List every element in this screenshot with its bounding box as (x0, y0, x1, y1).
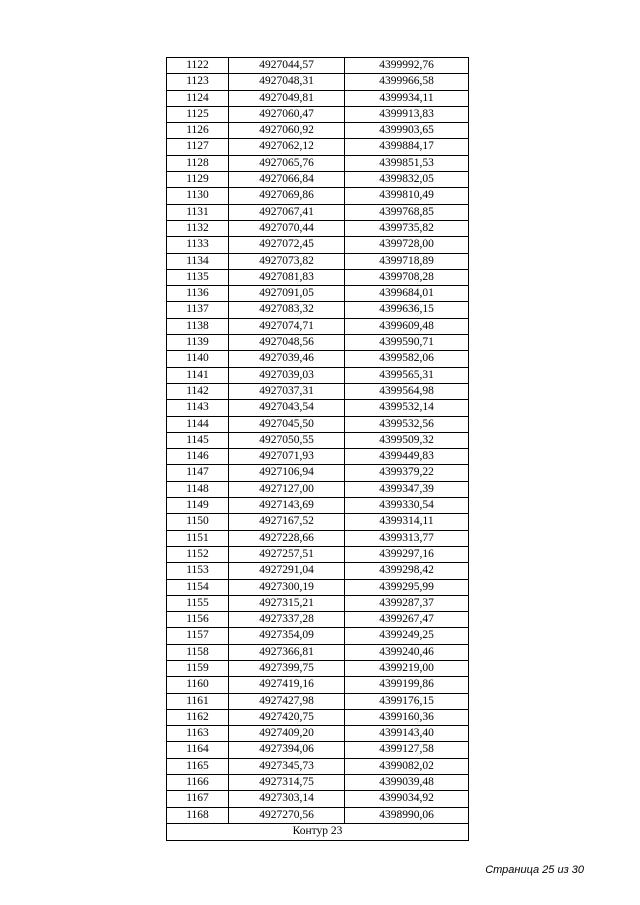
y-coordinate-cell: 4399034,92 (345, 791, 469, 807)
point-number-cell: 1133 (167, 237, 229, 253)
y-coordinate-cell: 4399718,89 (345, 253, 469, 269)
point-number-cell: 1141 (167, 367, 229, 383)
point-number-cell: 1144 (167, 416, 229, 432)
point-number-cell: 1122 (167, 58, 229, 74)
y-coordinate-cell: 4399199,86 (345, 677, 469, 693)
point-number-cell: 1142 (167, 383, 229, 399)
x-coordinate-cell: 4927354,09 (229, 628, 345, 644)
table-row (167, 204, 469, 220)
x-coordinate-cell: 4927315,21 (229, 595, 345, 611)
y-coordinate-cell: 4399127,58 (345, 742, 469, 758)
point-number-cell: 1139 (167, 335, 229, 351)
x-coordinate-cell: 4927062,12 (229, 139, 345, 155)
table-row (167, 742, 469, 758)
table-row (167, 155, 469, 171)
x-coordinate-cell: 4927366,81 (229, 644, 345, 660)
x-coordinate-cell: 4927314,75 (229, 775, 345, 791)
point-number-cell: 1166 (167, 775, 229, 791)
y-coordinate-cell: 4399295,99 (345, 579, 469, 595)
table-row (167, 481, 469, 497)
table-row (167, 400, 469, 416)
table-row (167, 139, 469, 155)
y-coordinate-cell: 4399708,28 (345, 269, 469, 285)
x-coordinate-cell: 4927069,86 (229, 188, 345, 204)
x-coordinate-cell: 4927049,81 (229, 90, 345, 106)
x-coordinate-cell: 4927337,28 (229, 612, 345, 628)
point-number-cell: 1128 (167, 155, 229, 171)
point-number-cell: 1135 (167, 269, 229, 285)
table-row (167, 449, 469, 465)
table-row (167, 302, 469, 318)
y-coordinate-cell: 4399297,16 (345, 546, 469, 562)
y-coordinate-cell: 4399379,22 (345, 465, 469, 481)
point-number-cell: 1140 (167, 351, 229, 367)
y-coordinate-cell: 4399966,58 (345, 74, 469, 90)
point-number-cell: 1153 (167, 563, 229, 579)
x-coordinate-cell: 4927091,05 (229, 286, 345, 302)
point-number-cell: 1155 (167, 595, 229, 611)
point-number-cell: 1149 (167, 498, 229, 514)
x-coordinate-cell: 4927409,20 (229, 726, 345, 742)
page-number: Страница 25 из 30 (485, 864, 584, 876)
table-row (167, 709, 469, 725)
point-number-cell: 1134 (167, 253, 229, 269)
table-row (167, 775, 469, 791)
x-coordinate-cell: 4927303,14 (229, 791, 345, 807)
y-coordinate-cell: 4399267,47 (345, 612, 469, 628)
y-coordinate-cell: 4399728,00 (345, 237, 469, 253)
table-row (167, 530, 469, 546)
point-number-cell: 1150 (167, 514, 229, 530)
x-coordinate-cell: 4927270,56 (229, 807, 345, 823)
table-row (167, 693, 469, 709)
x-coordinate-cell: 4927143,69 (229, 498, 345, 514)
table-row (167, 726, 469, 742)
x-coordinate-cell: 4927420,75 (229, 709, 345, 725)
table-row (167, 286, 469, 302)
x-coordinate-cell: 4927081,83 (229, 269, 345, 285)
point-number-cell: 1163 (167, 726, 229, 742)
section-label: Контур 23 (167, 823, 469, 840)
table-row (167, 579, 469, 595)
point-number-cell: 1127 (167, 139, 229, 155)
point-number-cell: 1143 (167, 400, 229, 416)
table-row (167, 432, 469, 448)
table-row (167, 677, 469, 693)
table-row (167, 335, 469, 351)
point-number-cell: 1156 (167, 612, 229, 628)
x-coordinate-cell: 4927067,41 (229, 204, 345, 220)
point-number-cell: 1167 (167, 791, 229, 807)
y-coordinate-cell: 4399287,37 (345, 595, 469, 611)
y-coordinate-cell: 4399735,82 (345, 220, 469, 236)
x-coordinate-cell: 4927039,46 (229, 351, 345, 367)
x-coordinate-cell: 4927065,76 (229, 155, 345, 171)
y-coordinate-cell: 4399810,49 (345, 188, 469, 204)
y-coordinate-cell: 4399532,56 (345, 416, 469, 432)
table-row (167, 563, 469, 579)
point-number-cell: 1168 (167, 807, 229, 823)
x-coordinate-cell: 4927345,73 (229, 758, 345, 774)
table-row (167, 791, 469, 807)
x-coordinate-cell: 4927070,44 (229, 220, 345, 236)
point-number-cell: 1159 (167, 660, 229, 676)
x-coordinate-cell: 4927044,57 (229, 58, 345, 74)
y-coordinate-cell: 4399913,83 (345, 106, 469, 122)
y-coordinate-cell: 4399449,83 (345, 449, 469, 465)
point-number-cell: 1125 (167, 106, 229, 122)
y-coordinate-cell: 4399160,36 (345, 709, 469, 725)
point-number-cell: 1123 (167, 74, 229, 90)
y-coordinate-cell: 4398990,06 (345, 807, 469, 823)
x-coordinate-cell: 4927071,93 (229, 449, 345, 465)
table-row (167, 644, 469, 660)
table-row (167, 351, 469, 367)
point-number-cell: 1162 (167, 709, 229, 725)
point-number-cell: 1165 (167, 758, 229, 774)
y-coordinate-cell: 4399903,65 (345, 123, 469, 139)
x-coordinate-cell: 4927427,98 (229, 693, 345, 709)
table-row (167, 416, 469, 432)
table-row (167, 123, 469, 139)
y-coordinate-cell: 4399609,48 (345, 318, 469, 334)
table-row (167, 758, 469, 774)
x-coordinate-cell: 4927045,50 (229, 416, 345, 432)
x-coordinate-cell: 4927039,03 (229, 367, 345, 383)
point-number-cell: 1126 (167, 123, 229, 139)
x-coordinate-cell: 4927060,47 (229, 106, 345, 122)
x-coordinate-cell: 4927048,31 (229, 74, 345, 90)
point-number-cell: 1138 (167, 318, 229, 334)
y-coordinate-cell: 4399832,05 (345, 172, 469, 188)
y-coordinate-cell: 4399347,39 (345, 481, 469, 497)
table-row (167, 498, 469, 514)
y-coordinate-cell: 4399532,14 (345, 400, 469, 416)
y-coordinate-cell: 4399509,32 (345, 432, 469, 448)
table-row (167, 172, 469, 188)
table-row (167, 465, 469, 481)
x-coordinate-cell: 4927073,82 (229, 253, 345, 269)
table-row (167, 318, 469, 334)
x-coordinate-cell: 4927074,71 (229, 318, 345, 334)
point-number-cell: 1130 (167, 188, 229, 204)
x-coordinate-cell: 4927419,16 (229, 677, 345, 693)
x-coordinate-cell: 4927257,51 (229, 546, 345, 562)
y-coordinate-cell: 4399219,00 (345, 660, 469, 676)
point-number-cell: 1131 (167, 204, 229, 220)
y-coordinate-cell: 4399884,17 (345, 139, 469, 155)
y-coordinate-cell: 4399313,77 (345, 530, 469, 546)
table-row (167, 253, 469, 269)
point-number-cell: 1158 (167, 644, 229, 660)
point-number-cell: 1154 (167, 579, 229, 595)
table-row (167, 660, 469, 676)
table-row (167, 188, 469, 204)
table-row (167, 106, 469, 122)
table-row (167, 383, 469, 399)
y-coordinate-cell: 4399768,85 (345, 204, 469, 220)
point-number-cell: 1124 (167, 90, 229, 106)
x-coordinate-cell: 4927300,19 (229, 579, 345, 595)
x-coordinate-cell: 4927167,52 (229, 514, 345, 530)
table-row (167, 269, 469, 285)
x-coordinate-cell: 4927050,55 (229, 432, 345, 448)
point-number-cell: 1151 (167, 530, 229, 546)
y-coordinate-cell: 4399249,25 (345, 628, 469, 644)
table-row (167, 367, 469, 383)
y-coordinate-cell: 4399564,98 (345, 383, 469, 399)
x-coordinate-cell: 4927106,94 (229, 465, 345, 481)
x-coordinate-cell: 4927066,84 (229, 172, 345, 188)
table-row (167, 58, 469, 74)
y-coordinate-cell: 4399992,76 (345, 58, 469, 74)
y-coordinate-cell: 4399934,11 (345, 90, 469, 106)
point-number-cell: 1129 (167, 172, 229, 188)
y-coordinate-cell: 4399298,42 (345, 563, 469, 579)
y-coordinate-cell: 4399636,15 (345, 302, 469, 318)
point-number-cell: 1164 (167, 742, 229, 758)
point-number-cell: 1137 (167, 302, 229, 318)
table-row (167, 237, 469, 253)
x-coordinate-cell: 4927037,31 (229, 383, 345, 399)
y-coordinate-cell: 4399314,11 (345, 514, 469, 530)
point-number-cell: 1136 (167, 286, 229, 302)
point-number-cell: 1152 (167, 546, 229, 562)
point-number-cell: 1157 (167, 628, 229, 644)
x-coordinate-cell: 4927072,45 (229, 237, 345, 253)
table-row (167, 546, 469, 562)
x-coordinate-cell: 4927399,75 (229, 660, 345, 676)
y-coordinate-cell: 4399565,31 (345, 367, 469, 383)
point-number-cell: 1132 (167, 220, 229, 236)
y-coordinate-cell: 4399039,48 (345, 775, 469, 791)
point-number-cell: 1160 (167, 677, 229, 693)
y-coordinate-cell: 4399590,71 (345, 335, 469, 351)
x-coordinate-cell: 4927060,92 (229, 123, 345, 139)
y-coordinate-cell: 4399851,53 (345, 155, 469, 171)
coordinates-table (166, 57, 469, 841)
point-number-cell: 1145 (167, 432, 229, 448)
y-coordinate-cell: 4399330,54 (345, 498, 469, 514)
x-coordinate-cell: 4927228,66 (229, 530, 345, 546)
table-row (167, 807, 469, 823)
y-coordinate-cell: 4399684,01 (345, 286, 469, 302)
table-row (167, 220, 469, 236)
table-row (167, 74, 469, 90)
point-number-cell: 1148 (167, 481, 229, 497)
x-coordinate-cell: 4927083,32 (229, 302, 345, 318)
x-coordinate-cell: 4927048,56 (229, 335, 345, 351)
table-row (167, 595, 469, 611)
x-coordinate-cell: 4927394,06 (229, 742, 345, 758)
table-row (167, 514, 469, 530)
x-coordinate-cell: 4927291,04 (229, 563, 345, 579)
point-number-cell: 1146 (167, 449, 229, 465)
y-coordinate-cell: 4399582,06 (345, 351, 469, 367)
y-coordinate-cell: 4399176,15 (345, 693, 469, 709)
point-number-cell: 1147 (167, 465, 229, 481)
coordinates-table-body (167, 58, 469, 824)
table-row (167, 628, 469, 644)
x-coordinate-cell: 4927127,00 (229, 481, 345, 497)
point-number-cell: 1161 (167, 693, 229, 709)
y-coordinate-cell: 4399240,46 (345, 644, 469, 660)
x-coordinate-cell: 4927043,54 (229, 400, 345, 416)
table-row (167, 612, 469, 628)
y-coordinate-cell: 4399143,40 (345, 726, 469, 742)
section-row (167, 823, 469, 840)
y-coordinate-cell: 4399082,02 (345, 758, 469, 774)
table-row (167, 90, 469, 106)
